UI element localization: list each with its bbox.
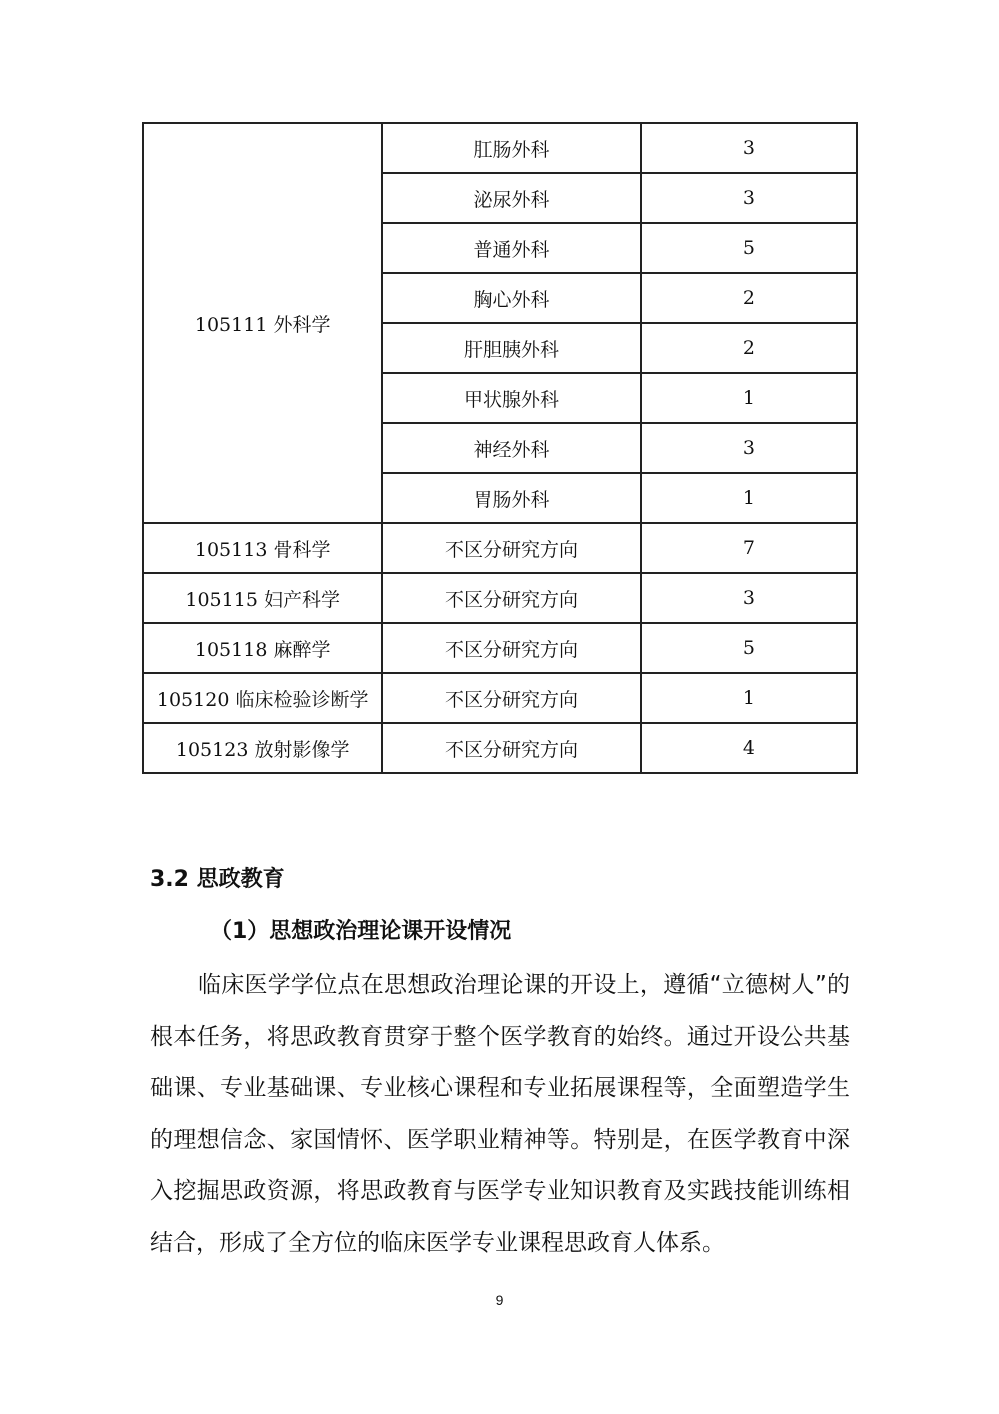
section-heading: 3.2 思政教育 xyxy=(150,867,285,892)
count-cell: 5 xyxy=(641,223,857,273)
count-cell: 3 xyxy=(641,173,857,223)
direction-cell: 不区分研究方向 xyxy=(382,673,640,723)
table-row xyxy=(143,123,857,173)
count-cell: 3 xyxy=(641,123,857,173)
direction-cell: 甲状腺外科 xyxy=(382,373,640,423)
page-number: 9 xyxy=(495,1292,504,1308)
direction-cell: 肝胆胰外科 xyxy=(382,323,640,373)
body-paragraph: 临床医学学位点在思想政治理论课的开设上，遵循“立德树人”的根本任务，将思政教育贯穿于整个医学教育的始终。通过开设公共基础课、专业基础课、专业核心课程和专业拓展课程等，全面塑造学生的理想信念、家国情怀、医学职业精神等。特别是，在医学教育中深入挖掘思政资源，将思政教育与医学专业知识教育及实践技能训练相结合，形成了全方位的临床医学专业课程思政育人体系。 xyxy=(150,972,850,1256)
count-cell: 1 xyxy=(641,673,857,723)
discipline-cell: 105113 骨科学 xyxy=(143,523,382,573)
count-cell: 3 xyxy=(641,573,857,623)
direction-cell: 胃肠外科 xyxy=(382,473,640,523)
direction-cell: 不区分研究方向 xyxy=(382,523,640,573)
discipline-cell: 105123 放射影像学 xyxy=(143,723,382,773)
direction-cell: 不区分研究方向 xyxy=(382,723,640,773)
table-row xyxy=(143,623,857,673)
discipline-cell: 105120 临床检验诊断学 xyxy=(143,673,382,723)
subsection-heading: （1）思想政治理论课开设情况 xyxy=(210,919,512,944)
count-cell: 1 xyxy=(641,473,857,523)
direction-cell: 不区分研究方向 xyxy=(382,623,640,673)
discipline-cell: 105118 麻醉学 xyxy=(143,623,382,673)
table-row xyxy=(143,673,857,723)
direction-cell: 普通外科 xyxy=(382,223,640,273)
count-cell: 4 xyxy=(641,723,857,773)
table-row xyxy=(143,723,857,773)
table-row xyxy=(143,523,857,573)
count-cell: 3 xyxy=(641,423,857,473)
discipline-cell: 105111 外科学 xyxy=(143,123,382,523)
discipline-cell: 105115 妇产科学 xyxy=(143,573,382,623)
direction-cell: 不区分研究方向 xyxy=(382,573,640,623)
direction-cell: 神经外科 xyxy=(382,423,640,473)
table-row xyxy=(143,573,857,623)
direction-cell: 肛肠外科 xyxy=(382,123,640,173)
count-cell: 2 xyxy=(641,273,857,323)
count-cell: 2 xyxy=(641,323,857,373)
direction-cell: 胸心外科 xyxy=(382,273,640,323)
enrollment-table xyxy=(142,122,858,774)
count-cell: 1 xyxy=(641,373,857,423)
count-cell: 5 xyxy=(641,623,857,673)
direction-cell: 泌尿外科 xyxy=(382,173,640,223)
count-cell: 7 xyxy=(641,523,857,573)
